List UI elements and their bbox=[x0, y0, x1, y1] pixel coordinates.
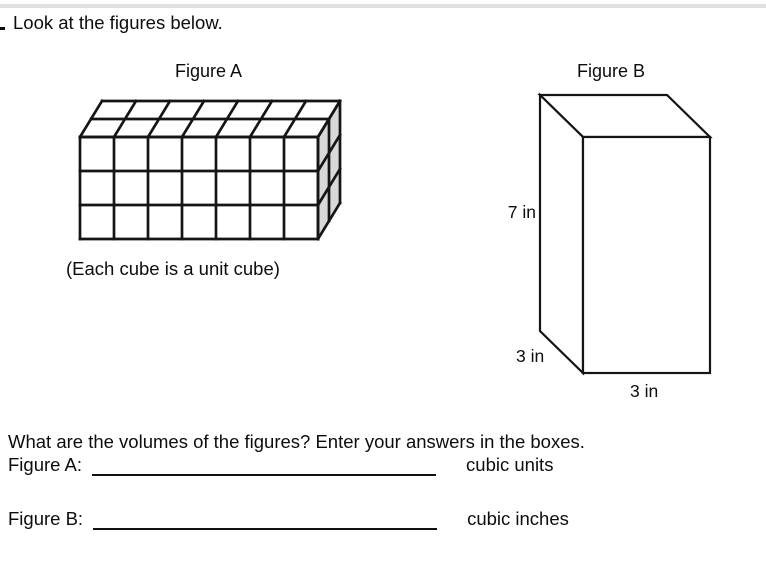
figure-a-answer-row bbox=[8, 454, 553, 480]
figure-b-width-label: 3 in bbox=[630, 381, 659, 401]
intro-text: Look at the figures below. bbox=[13, 12, 223, 33]
unit-cube-prism-image bbox=[70, 92, 360, 247]
figure-b-answer-row bbox=[8, 508, 569, 534]
figure-a-title: Figure A bbox=[175, 61, 243, 81]
figure-a-answer-label: Figure A: bbox=[8, 454, 83, 475]
figure-a-answer-blank[interactable] bbox=[92, 454, 436, 476]
prism-left-face bbox=[540, 95, 583, 373]
figure-b-answer-units: cubic inches bbox=[467, 508, 569, 529]
figure-a-drawing bbox=[70, 92, 360, 247]
question-prompt: What are the volumes of the figures? Enter your answers in the boxes. bbox=[8, 431, 585, 452]
figure-b-answer-label: Figure B: bbox=[8, 508, 84, 529]
top-divider bbox=[0, 4, 766, 8]
figure-a-caption: (Each cube is a unit cube) bbox=[66, 258, 280, 279]
figure-b-title: Figure B bbox=[577, 61, 646, 81]
prism-front-face bbox=[583, 137, 710, 373]
figure-a-answer-units: cubic units bbox=[466, 454, 554, 475]
figure-b-height-label: 7 in bbox=[507, 202, 536, 222]
figure-b-answer-blank[interactable] bbox=[93, 508, 437, 530]
figure-b-depth-label: 3 in bbox=[516, 346, 545, 366]
question-number-fragment bbox=[0, 27, 5, 30]
